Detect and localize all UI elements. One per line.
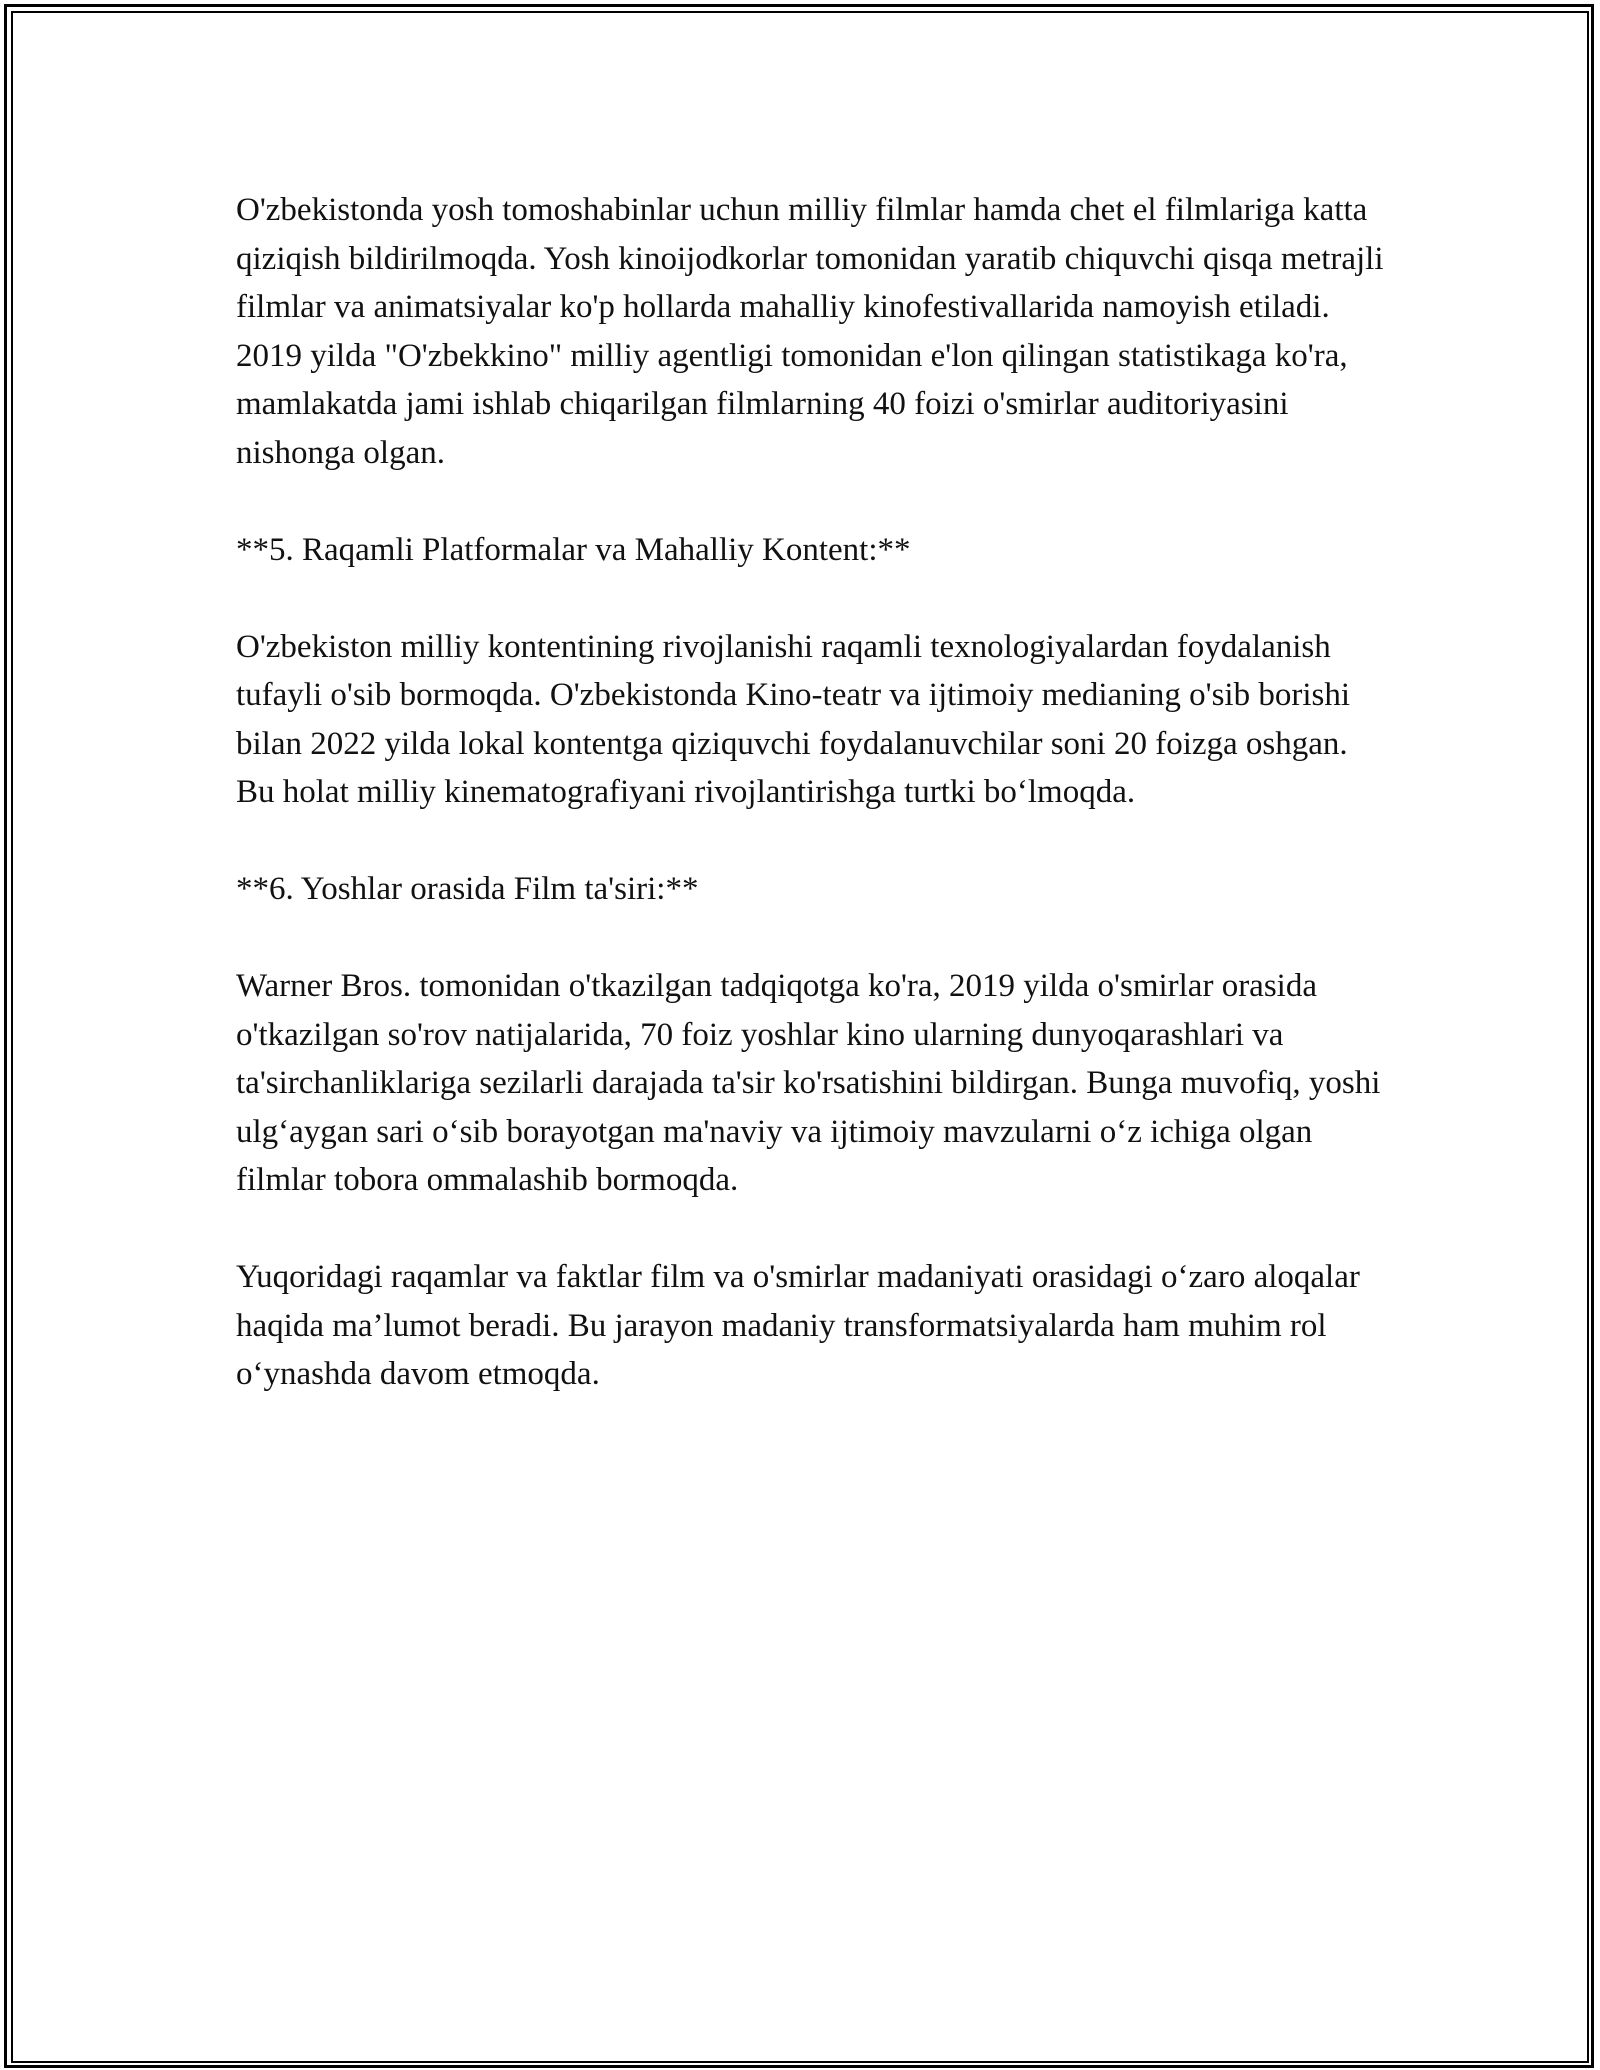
paragraph-digital-platforms: O'zbekiston milliy kontentining rivojlanishi raqamli texnologiyalardan foydalanish tufayli o'sib bormoqda. O'zbekistonda Kino-teatr va ijtimoiy medianing o'sib borishi bilan 2022 yilda lokal kontentga qiziquvchi foydalanuvchilar soni 20 foizga oshgan. Bu holat milliy kinematografiyani rivojlantirishga turtki bo‘lmoqda.: [236, 628, 1350, 810]
paragraph-youth-film-impact: Warner Bros. tomonidan o'tkazilgan tadqiqotga ko'ra, 2019 yilda o'smirlar orasida o'tkazilgan so'rov natijalarida, 70 foiz yoshlar kino ularning dunyoqarashlari va ta'sirchanliklariga sezilarli darajada ta'sir ko'rsatishini bildirgan. Bunga muvofiq, yoshi ulg‘aygan sari o‘sib borayotgan ma'naviy va ijtimoiy mavzularni o‘z ichiga olgan filmlar tobora ommalashib bormoqda.: [236, 968, 1381, 1198]
paragraph-intro: O'zbekistonda yosh tomoshabinlar uchun milliy filmlar hamda chet el filmlariga katta qiziqish bildirilmoqda. Yosh kinoijodkorlar tomonidan yaratib chiquvchi qisqa metrajli filmlar va animatsiyalar ko'p hollarda mahalliy kinofestivallarida namoyish etiladi. 2019 yilda "O'zbekkino" milliy agentligi tomonidan e'lon qilingan statistikaga ko'ra, mamlakatda jami ishlab chiqarilgan filmlarning 40 foizi o'smirlar auditoriyasini nishonga olgan.: [236, 192, 1384, 471]
paragraph-conclusion: Yuqoridagi raqamlar va faktlar film va o'smirlar madaniyati orasidagi o‘zaro aloqalar haqida ma’lumot beradi. Bu jarayon madaniy transformatsiyalarda ham muhim rol o‘ynashda davom etmoqda.: [236, 1259, 1360, 1392]
section-heading-digital-platforms: **5. Raqamli Platformalar va Mahalliy Kontent:**: [236, 531, 911, 568]
section-heading-youth-film-impact: **6. Yoshlar orasida Film ta'siri:**: [236, 871, 699, 907]
document-body: [236, 186, 1386, 1447]
